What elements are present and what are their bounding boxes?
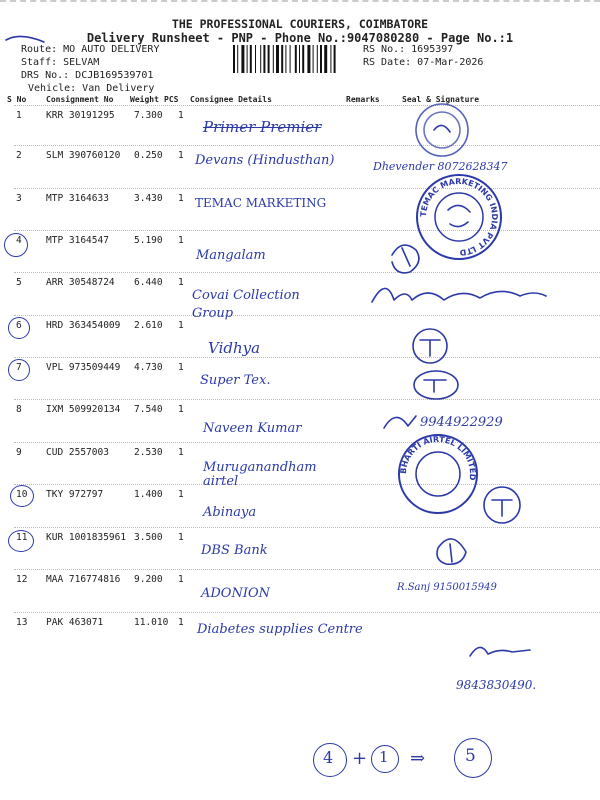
row-pcs: 1: [178, 532, 184, 543]
signature-11: [437, 539, 466, 564]
consignee-hand-9: Muruganandham airtel: [203, 460, 317, 489]
rs-date: RS Date: 07-Mar-2026: [363, 57, 484, 68]
row-sno: 2: [16, 150, 22, 161]
row-weight: 1.400: [134, 489, 163, 500]
consignee-hand-3: TEMAC MARKETING: [195, 196, 327, 210]
circle-mark-7: [8, 359, 30, 381]
row-pcs: 1: [178, 362, 184, 373]
circle-mark-10: [10, 485, 34, 507]
row-pcs: 1: [178, 235, 184, 246]
row-weight: 2.530: [134, 447, 163, 458]
row-sno: 8: [16, 404, 22, 415]
row-consignment: TKY 972797: [46, 489, 104, 500]
phone-handwritten-8: 9944922929: [420, 415, 503, 430]
phone-handwritten-2: Dhevender 8072628347: [373, 160, 508, 173]
consignee-hand-13: Diabetes supplies Centre: [197, 622, 363, 637]
row-weight: 6.440: [134, 277, 163, 288]
row-sno: 4: [16, 235, 22, 246]
signature-7: [414, 371, 458, 399]
row-weight: 11.010: [134, 617, 169, 628]
circle-mark-11: [8, 530, 34, 552]
row-weight: 4.730: [134, 362, 163, 373]
tally-implies: ⇒: [410, 748, 426, 769]
route-label: Route: MO AUTO DELIVERY: [21, 44, 160, 55]
consignee-hand-11: DBS Bank: [201, 543, 268, 558]
row-weight: 0.250: [134, 150, 163, 161]
col-weight: Weight: [130, 95, 159, 104]
consignee-hand-4: Mangalam: [196, 248, 266, 263]
drs-label: DRS No.: DCJB169539701: [21, 70, 154, 81]
row-weight: 9.200: [134, 574, 163, 585]
row-consignment: CUD 2557003: [46, 447, 109, 458]
consignee-hand-8: Naveen Kumar: [203, 421, 302, 436]
row-consignment: KUR 1001835961: [46, 532, 127, 543]
row-consignment: PAK 463071: [46, 617, 104, 628]
col-consignee: Consignee Details: [190, 95, 272, 104]
row-consignment: MTP 3164547: [46, 235, 109, 246]
row-sno: 12: [16, 574, 28, 585]
consignee-hand-10: Abinaya: [203, 505, 257, 520]
col-remarks: Remarks: [346, 95, 380, 104]
consignee-hand-6: Vidhya: [208, 339, 261, 357]
consignee-hand-2: Devans (Hindusthan): [195, 153, 335, 168]
consignee-hand-5: Covai Collection Group: [192, 288, 300, 321]
remark-handwritten-12: R.Sanj 9150015949: [397, 582, 497, 593]
row-consignment: IXM 509920134: [46, 404, 121, 415]
row-pcs: 1: [178, 617, 184, 628]
signature-5: [372, 288, 546, 302]
row-pcs: 1: [178, 110, 184, 121]
row-pcs: 1: [178, 447, 184, 458]
col-pcs: PCS: [164, 95, 179, 104]
seal-text-temac: TEMAC MARKETING INDIA PVT LTD: [418, 176, 500, 258]
phone-handwritten-13: 9843830490.: [456, 678, 537, 692]
tally-plus: +: [352, 748, 368, 769]
tally-value-2: 1: [379, 748, 389, 766]
seal-text-airtel: BHARTI AIRTEL LIMITED: [398, 434, 478, 481]
consignee-hand-7: Super Tex.: [200, 373, 271, 388]
signature-4: [392, 245, 419, 273]
row-consignment: SLM 390760120: [46, 150, 121, 161]
signature-13: [470, 647, 530, 656]
row-sno: 6: [16, 320, 22, 331]
row-sno: 3: [16, 193, 22, 204]
signature-8-scrawl: [384, 416, 416, 428]
row-pcs: 1: [178, 277, 184, 288]
row-weight: 3.430: [134, 193, 163, 204]
col-seal: Seal & Signature: [402, 95, 480, 104]
company-title: THE PROFESSIONAL COURIERS, COIMBATORE: [171, 17, 429, 31]
col-consignment: Consignment No: [46, 95, 114, 104]
vehicle-label: Vehicle: Van Delivery: [28, 83, 155, 94]
row-pcs: 1: [178, 574, 184, 585]
row-pcs: 1: [178, 489, 184, 500]
row-weight: 7.540: [134, 404, 163, 415]
row-pcs: 1: [178, 150, 184, 161]
row-pcs: 1: [178, 404, 184, 415]
consignee-hand-12: ADONION: [201, 586, 271, 601]
row-weight: 7.300: [134, 110, 163, 121]
row-sno: 7: [16, 362, 22, 373]
row-consignment: VPL 973509449: [46, 362, 121, 373]
consignee-hand-1: Primer Premier: [203, 118, 322, 136]
row-sno: 9: [16, 447, 22, 458]
row-pcs: 1: [178, 320, 184, 331]
row-consignment: KRR 30191295: [46, 110, 115, 121]
staff-label: Staff: SELVAM: [21, 57, 100, 68]
tally-total: 5: [465, 746, 476, 766]
row-consignment: ARR 30548724: [46, 277, 115, 288]
circle-mark-4: [4, 233, 28, 257]
runsheet-subtitle: Delivery Runsheet - PNP - Phone No.:9047080280 - Page No.:1: [86, 31, 514, 45]
row-sno: 13: [16, 617, 28, 628]
row-consignment: MAA 716774816: [46, 574, 121, 585]
row-sno: 5: [16, 277, 22, 288]
row-consignment: HRD 363454009: [46, 320, 121, 331]
row-weight: 3.500: [134, 532, 163, 543]
row-weight: 2.610: [134, 320, 163, 331]
row-consignment: MTP 3164633: [46, 193, 109, 204]
row-sno: 10: [16, 489, 28, 500]
row-weight: 5.190: [134, 235, 163, 246]
row-sno: 11: [16, 532, 28, 543]
rs-number: RS No.: 1695397: [363, 44, 454, 55]
row-sno: 1: [16, 110, 22, 121]
row-pcs: 1: [178, 193, 184, 204]
circle-mark-6: [8, 317, 30, 339]
tally-value-1: 4: [323, 748, 334, 767]
col-sno: S No: [7, 95, 27, 104]
